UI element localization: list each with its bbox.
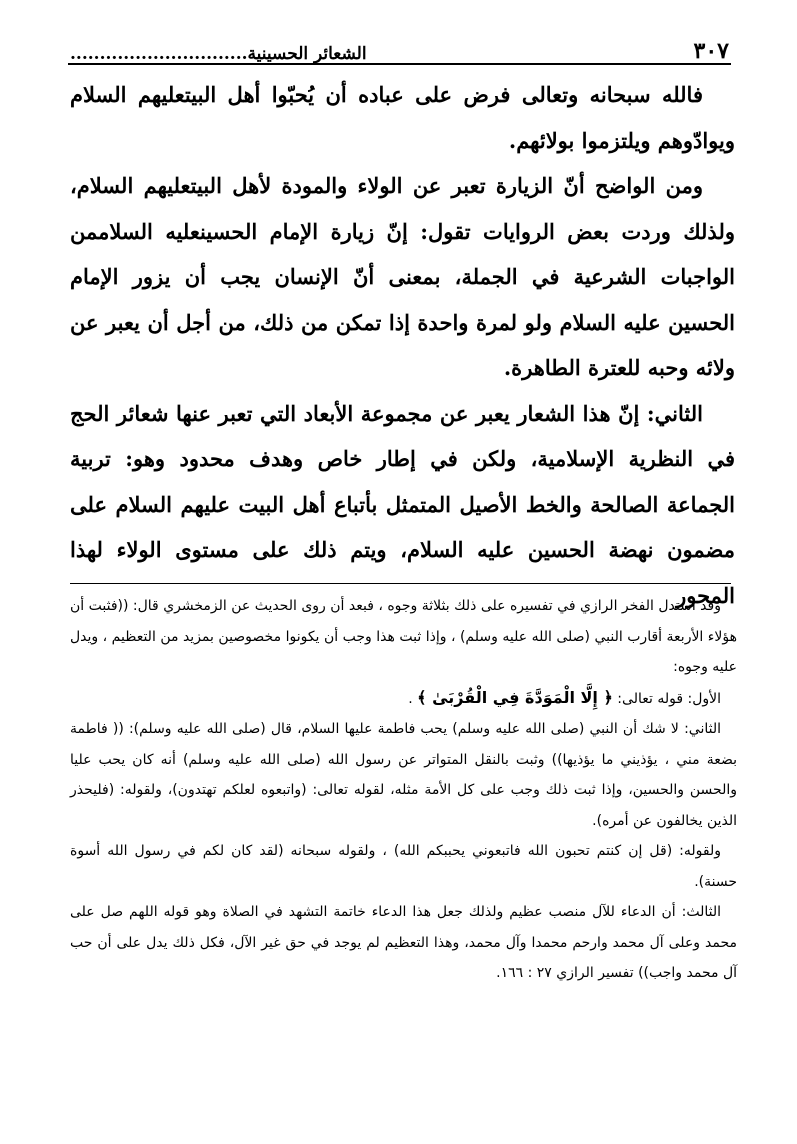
footnote-paragraph	[70, 683, 737, 715]
page-header	[70, 30, 729, 64]
footnote-paragraph: الثالث: أن الدعاء للآل منصب عظيم ولذلك جعل هذا الدعاء خاتمة التشهد في الصلاة وهو قوله اللهم صل على محمد وعلى آل محمد وارحم محمدا وآل محمد، وهذا التعظيم لم يوجد في حق غير الآل، فكل ذلك يدل على أن حب آل محمد واجب)) تفسير الرازي ٢٧ : ١٦٦.	[70, 904, 737, 981]
footnotes	[70, 591, 737, 989]
quran-verse: ﴿ إِلَّا الْمَوَدَّةَ فِي الْقُرْبَىٰ ﴾	[417, 687, 613, 707]
body-paragraph: الثاني: إنّ هذا الشعار يعبر عن مجموعة الأبعاد التي تعبر عنها شعائر الحج في النظرية الإسلامية، ولكن في إطار خاص وهدف محدود وهو: تربية الجماعة الصالحة والخط الأصيل المتمثل بأتباع أهل البيت عليهم السلام على مضمون نهضة الحسين عليه السلام، ويتم ذلك على مستوى الولاء لهذا المحور	[70, 400, 735, 608]
body-paragraph: ومن الواضح أنّ الزيارة تعبر عن الولاء والمودة لأهل البيتعليهم السلام، ولذلك وردت بعض الروايات تقول: إنّ زيارة الإمام الحسينعليه السلاممن الواجبات الشرعية في الجملة، بمعنى أنّ الإنسان يجب أن يزور الإمام الحسين عليه السلام ولو لمرة واحدة إذا تمكن من ذلك، من أجل أن يعبر عن ولائه وحبه للعترة الطاهرة.	[70, 173, 735, 380]
footnote-paragraph: ولقوله: (قل إن كنتم تحبون الله فاتبعوني يحببكم الله) ، ولقوله سبحانه (لقد كان لكم في رسول الله أسوة حسنة).	[70, 843, 737, 890]
footnote-text: الأول: قوله تعالى:	[612, 690, 721, 707]
footnote-paragraph: وقد استدل الفخر الرازي في تفسيره على ذلك بثلاثة وجوه ، فبعد أن روى الحديث عن الزمخشري قال: ((فثبت أن هؤلاء الأربعة أقارب النبي (صلى الله عليه وسلم) ، وإذا ثبت هذا وجب أن يكونوا مخصوصين بمزيد من التعظيم ، ويدل عليه وجوه:	[70, 598, 737, 675]
main-body-text	[70, 72, 735, 618]
footnote-divider	[70, 583, 731, 584]
running-title: الشعائر الحسينية..............................	[70, 44, 367, 64]
footnote-paragraph: الثاني: لا شك أن النبي (صلى الله عليه وسلم) يحب فاطمة عليها السلام، قال (صلى الله عليه وسلم): (( فاطمة بضعة مني ، يؤذيني ما يؤذيها)) وثبت بالنقل المتواتر عن رسول الله (صلى الله عليه وسلم) أنه كان يحب عليا والحسن والحسين، وإذا ثبت ذلك وجب على كل الأمة مثله، لقوله تعالى: (واتبعوه لعلكم تهتدون)، ولقوله: (فليحذر الذين يخالفون عن أمره).	[70, 721, 737, 829]
header-divider	[68, 63, 731, 65]
page-number: ٣٠٧	[693, 38, 729, 64]
footnote-text: .	[408, 690, 418, 707]
body-paragraph: فالله سبحانه وتعالى فرض على عباده أن يُحبّوا أهل البيتعليهم السلام ويوادّوهم ويلتزموا بولائهم.	[70, 82, 735, 153]
